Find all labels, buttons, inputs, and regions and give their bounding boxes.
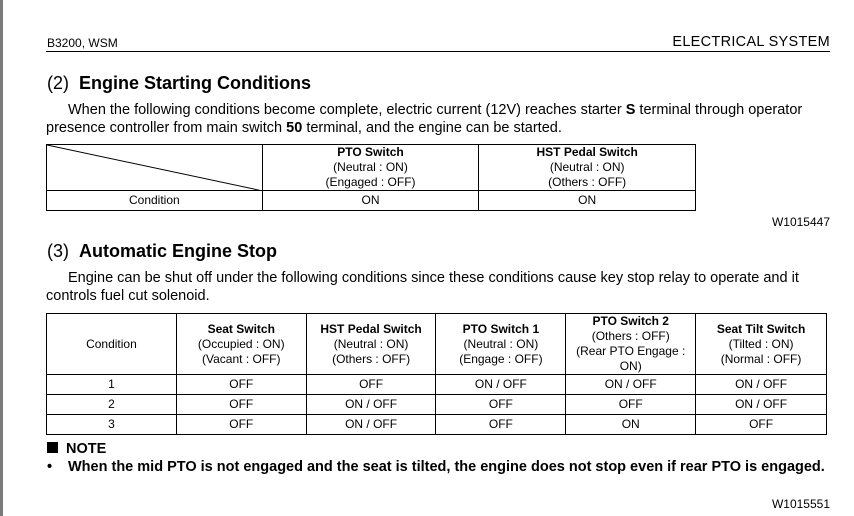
col-header-seat-switch (176, 314, 306, 375)
col-title: HST Pedal Switch (320, 321, 422, 336)
col-subtitle: ON) (619, 359, 642, 373)
table-cell: OFF (176, 395, 306, 415)
col-title: PTO Switch 1 (462, 321, 540, 336)
col-title: PTO Switch 2 (592, 314, 669, 328)
terminal-label: 50 (286, 120, 303, 136)
row-label: 1 (47, 375, 177, 395)
col-title: PTO Switch (337, 145, 404, 159)
table-cell: OFF (176, 415, 306, 435)
header-chapter-title: ELECTRICAL SYSTEM (672, 34, 830, 50)
col-subtitle: (Engaged : OFF) (325, 175, 416, 189)
table-cell: OFF (176, 375, 306, 395)
note-body (47, 458, 831, 477)
section-3-paragraph: Engine can be shut off under the following conditions since these conditions cause key stop relay to operate and it controls fuel cut solenoid. (46, 270, 799, 304)
section-2-code: W1015447 (771, 215, 830, 229)
col-title: Seat Tilt Switch (716, 321, 806, 336)
section-2-number: (2) (47, 73, 69, 93)
table-cell: OFF (436, 415, 566, 435)
col-subtitle: (Vacant : OFF) (202, 351, 281, 366)
col-subtitle: (Engage : OFF) (459, 351, 543, 366)
col-header-pto-switch-2 (566, 314, 696, 375)
col-subtitle: (Rear PTO Engage : (576, 344, 686, 358)
col-subtitle: (Tilted : ON) (728, 336, 794, 351)
note-heading (47, 441, 106, 457)
col-header-hst-pedal-switch (479, 145, 696, 191)
col-subtitle: (Occupied : ON) (197, 336, 285, 351)
col-header-pto-switch-1 (436, 314, 566, 375)
page-left-border (0, 0, 3, 516)
table-cell: ON / OFF (306, 395, 436, 415)
table-cell: ON / OFF (696, 375, 827, 395)
paragraph-text: terminal through operator presence controller from main switch (46, 102, 803, 136)
col-title: HST Pedal Switch (536, 145, 638, 159)
bullet-icon: • (47, 459, 53, 475)
row-label: 2 (47, 395, 177, 415)
table-cell: ON / OFF (306, 415, 436, 435)
col-subtitle: (Neutral : ON) (549, 160, 625, 174)
table-cell: OFF (436, 395, 566, 415)
header-rule (46, 51, 830, 52)
section-2-heading (47, 73, 311, 94)
col-header-seat-tilt-switch (696, 314, 827, 375)
table-header-row (47, 314, 827, 375)
col-header-pto-switch (262, 145, 479, 191)
table-row (47, 191, 696, 211)
table-cell: ON (479, 191, 696, 211)
col-subtitle: (Neutral : ON) (333, 160, 408, 174)
row-label: Condition (47, 191, 263, 211)
table-row (47, 395, 827, 415)
starting-conditions-table (46, 144, 696, 211)
table-cell: ON / OFF (696, 395, 827, 415)
note-square-icon (47, 442, 58, 453)
table-cell: ON / OFF (436, 375, 566, 395)
col-subtitle: (Neutral : ON) (333, 336, 409, 351)
row-label: 3 (47, 415, 177, 435)
header-manual-name: B3200, WSM (47, 36, 118, 50)
diagonal-corner-cell (47, 145, 263, 191)
corner-label: Condition (47, 314, 177, 375)
section-3-title: Automatic Engine Stop (79, 241, 277, 261)
note-label: NOTE (66, 441, 107, 457)
col-subtitle: (Others : OFF) (332, 351, 411, 366)
section-3-number: (3) (47, 241, 69, 261)
table-cell: OFF (696, 415, 827, 435)
table-cell: ON / OFF (566, 375, 696, 395)
table-cell: OFF (306, 375, 436, 395)
table-row (47, 415, 827, 435)
col-subtitle: (Normal : OFF) (720, 351, 802, 366)
section-2-title: Engine Starting Conditions (79, 73, 311, 93)
col-subtitle: (Others : OFF) (548, 175, 627, 189)
terminal-label: S (625, 102, 636, 118)
paragraph-text: When the following conditions become complete, electric current (12V) reaches starter (68, 102, 626, 118)
section-2-paragraph (46, 101, 832, 137)
note-text: When the mid PTO is not engaged and the seat is tilted, the engine does not stop even if rear PTO is engaged. (68, 459, 825, 475)
note-code: W1015551 (771, 497, 830, 511)
col-header-hst-pedal-switch (306, 314, 436, 375)
table-header-row (47, 145, 696, 191)
table-cell: ON (262, 191, 479, 211)
diagonal-line (47, 145, 263, 191)
col-subtitle: (Neutral : ON) (463, 336, 539, 351)
section-3-heading (47, 241, 277, 262)
col-title: Seat Switch (207, 321, 275, 336)
table-cell: ON (566, 415, 696, 435)
paragraph-text: terminal, and the engine can be started. (302, 120, 562, 136)
table-cell: OFF (566, 395, 696, 415)
col-subtitle: (Others : OFF) (591, 329, 670, 343)
table-row (47, 375, 827, 395)
engine-stop-table (46, 313, 827, 435)
